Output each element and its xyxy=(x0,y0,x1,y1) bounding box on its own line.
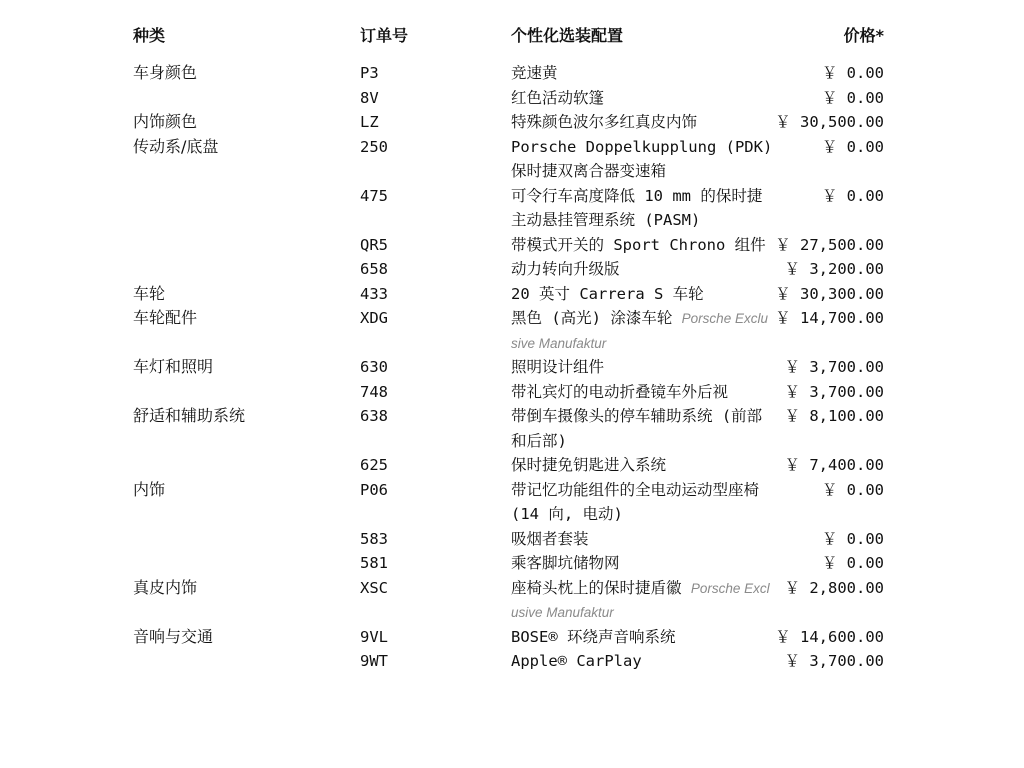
row-order-code: 638 xyxy=(360,407,388,425)
row-option-text: 黑色 (高光) 涂漆车轮 xyxy=(511,309,673,327)
row-order-code: 583 xyxy=(360,529,388,548)
row-price: ￥ 30,500.00 xyxy=(775,113,884,131)
table-row xyxy=(0,527,1024,552)
row-order-code: 475 xyxy=(360,186,388,205)
row-category: 车身颜色 xyxy=(133,63,198,82)
row-option xyxy=(511,233,773,258)
row-category: 内饰颜色 xyxy=(133,112,198,131)
table-row xyxy=(0,61,1024,86)
table-row xyxy=(0,625,1024,650)
row-category: 内饰 xyxy=(133,479,166,499)
row-option xyxy=(511,135,773,184)
row-option-text: 动力转向升级版 xyxy=(511,260,620,278)
row-order-code: XSC xyxy=(360,578,388,597)
row-category: 真皮内饰 xyxy=(133,577,198,597)
row-option-text: Apple® CarPlay xyxy=(511,652,642,670)
row-option xyxy=(511,453,773,478)
row-option xyxy=(511,576,773,625)
row-price: ￥ 3,700.00 xyxy=(784,652,884,670)
row-order-code: 433 xyxy=(360,284,388,303)
row-order-code: 9WT xyxy=(360,652,388,670)
header-option: 个性化选装配置 xyxy=(511,26,624,45)
row-order-code: 748 xyxy=(360,382,388,401)
row-option xyxy=(511,478,773,527)
table-row xyxy=(0,404,1024,453)
row-option-text: 带倒车摄像头的停车辅助系统 (前部和后部) xyxy=(511,407,763,450)
row-option-text: 吸烟者套装 xyxy=(511,529,589,548)
row-order-code: 658 xyxy=(360,260,388,278)
table-row xyxy=(0,233,1024,258)
row-order-code: 625 xyxy=(360,456,388,474)
row-option xyxy=(511,527,773,552)
row-option xyxy=(511,282,773,307)
header-order-code: 订单号 xyxy=(360,26,409,45)
row-option xyxy=(511,380,773,405)
row-option-text: 照明设计组件 xyxy=(511,358,605,376)
row-option-text: BOSE® 环绕声音响系统 xyxy=(511,627,676,646)
row-option-text: 保时捷免钥匙进入系统 xyxy=(511,456,667,474)
table-row xyxy=(0,649,1024,674)
row-option xyxy=(511,61,773,86)
row-price: ￥ 14,700.00 xyxy=(775,309,884,327)
table-row xyxy=(0,86,1024,111)
row-order-code: LZ xyxy=(360,113,379,131)
row-option xyxy=(511,86,773,111)
row-price: ￥ 0.00 xyxy=(821,554,884,572)
row-price: ￥ 7,400.00 xyxy=(784,456,884,474)
row-option-text: 座椅头枕上的保时捷盾徽 xyxy=(511,578,682,597)
row-option xyxy=(511,551,773,576)
table-row xyxy=(0,135,1024,184)
row-option xyxy=(511,649,773,674)
table-row xyxy=(0,576,1024,625)
row-price: ￥ 0.00 xyxy=(821,529,884,548)
row-option-text: 特殊颜色波尔多红真皮内饰 xyxy=(511,113,698,131)
row-price: ￥ 0.00 xyxy=(821,480,884,499)
row-price: ￥ 3,200.00 xyxy=(784,260,884,278)
row-price: ￥ 0.00 xyxy=(821,88,884,107)
row-price: ￥ 3,700.00 xyxy=(784,382,884,401)
row-price: ￥ 0.00 xyxy=(821,64,884,82)
row-category: 舒适和辅助系统 xyxy=(133,406,246,425)
table-row xyxy=(0,453,1024,478)
row-option-text: 20 英寸 Carrera S 车轮 xyxy=(511,284,704,303)
table-row xyxy=(0,110,1024,135)
row-option-text: 竞速黄 xyxy=(511,64,558,82)
row-option xyxy=(511,110,773,135)
row-option xyxy=(511,184,773,233)
row-price: ￥ 3,700.00 xyxy=(784,358,884,376)
row-option-note: Porsche Exclusive Manufaktur xyxy=(511,311,768,351)
table-row xyxy=(0,306,1024,355)
table-row xyxy=(0,184,1024,233)
row-price: ￥ 0.00 xyxy=(821,186,884,205)
row-price: ￥ 8,100.00 xyxy=(784,407,884,425)
row-order-code: QR5 xyxy=(360,235,388,254)
row-option xyxy=(511,306,773,355)
row-option xyxy=(511,257,773,282)
row-category: 传动系/底盘 xyxy=(133,136,219,156)
row-order-code: 581 xyxy=(360,554,388,572)
table-row xyxy=(0,257,1024,282)
row-price: ￥ 30,300.00 xyxy=(775,284,884,303)
table-row xyxy=(0,380,1024,405)
table-row xyxy=(0,551,1024,576)
row-option-text: 乘客脚坑储物网 xyxy=(511,554,620,572)
row-option-text: 带模式开关的 Sport Chrono 组件 xyxy=(511,235,766,254)
row-option xyxy=(511,355,773,380)
row-price: ￥ 14,600.00 xyxy=(775,627,884,646)
table-row xyxy=(0,355,1024,380)
row-order-code: 250 xyxy=(360,137,388,156)
table-body xyxy=(0,61,1024,674)
row-price: ￥ 27,500.00 xyxy=(775,235,884,254)
row-order-code: 630 xyxy=(360,358,388,376)
row-option-text: 可令行车高度降低 10 mm 的保时捷主动悬挂管理系统 (PASM) xyxy=(511,186,763,229)
row-price: ￥ 2,800.00 xyxy=(784,578,884,597)
row-order-code: P3 xyxy=(360,64,379,82)
row-category: 车灯和照明 xyxy=(133,357,214,376)
row-order-code: 8V xyxy=(360,88,379,107)
table-header xyxy=(0,24,1024,50)
row-option xyxy=(511,625,773,650)
row-order-code: 9VL xyxy=(360,627,388,646)
header-price: 价格* xyxy=(843,26,884,45)
row-option-text: 带礼宾灯的电动折叠镜车外后视 xyxy=(511,382,729,401)
row-order-code: XDG xyxy=(360,309,388,327)
row-order-code: P06 xyxy=(360,480,388,499)
row-option-text: 红色活动软篷 xyxy=(511,88,605,107)
header-category: 种类 xyxy=(133,26,166,45)
row-category: 音响与交通 xyxy=(133,626,214,646)
row-category: 车轮 xyxy=(133,283,166,303)
table-row xyxy=(0,478,1024,527)
table-row xyxy=(0,282,1024,307)
row-option xyxy=(511,404,773,453)
row-option-text: 带记忆功能组件的全电动运动型座椅 (14 向, 电动) xyxy=(511,480,760,523)
row-price: ￥ 0.00 xyxy=(821,137,884,156)
row-option-text: Porsche Doppelkupplung (PDK) 保时捷双离合器变速箱 xyxy=(511,137,773,180)
row-category: 车轮配件 xyxy=(133,308,198,327)
row-option-note: Porsche Exclusive Manufaktur xyxy=(511,580,770,620)
